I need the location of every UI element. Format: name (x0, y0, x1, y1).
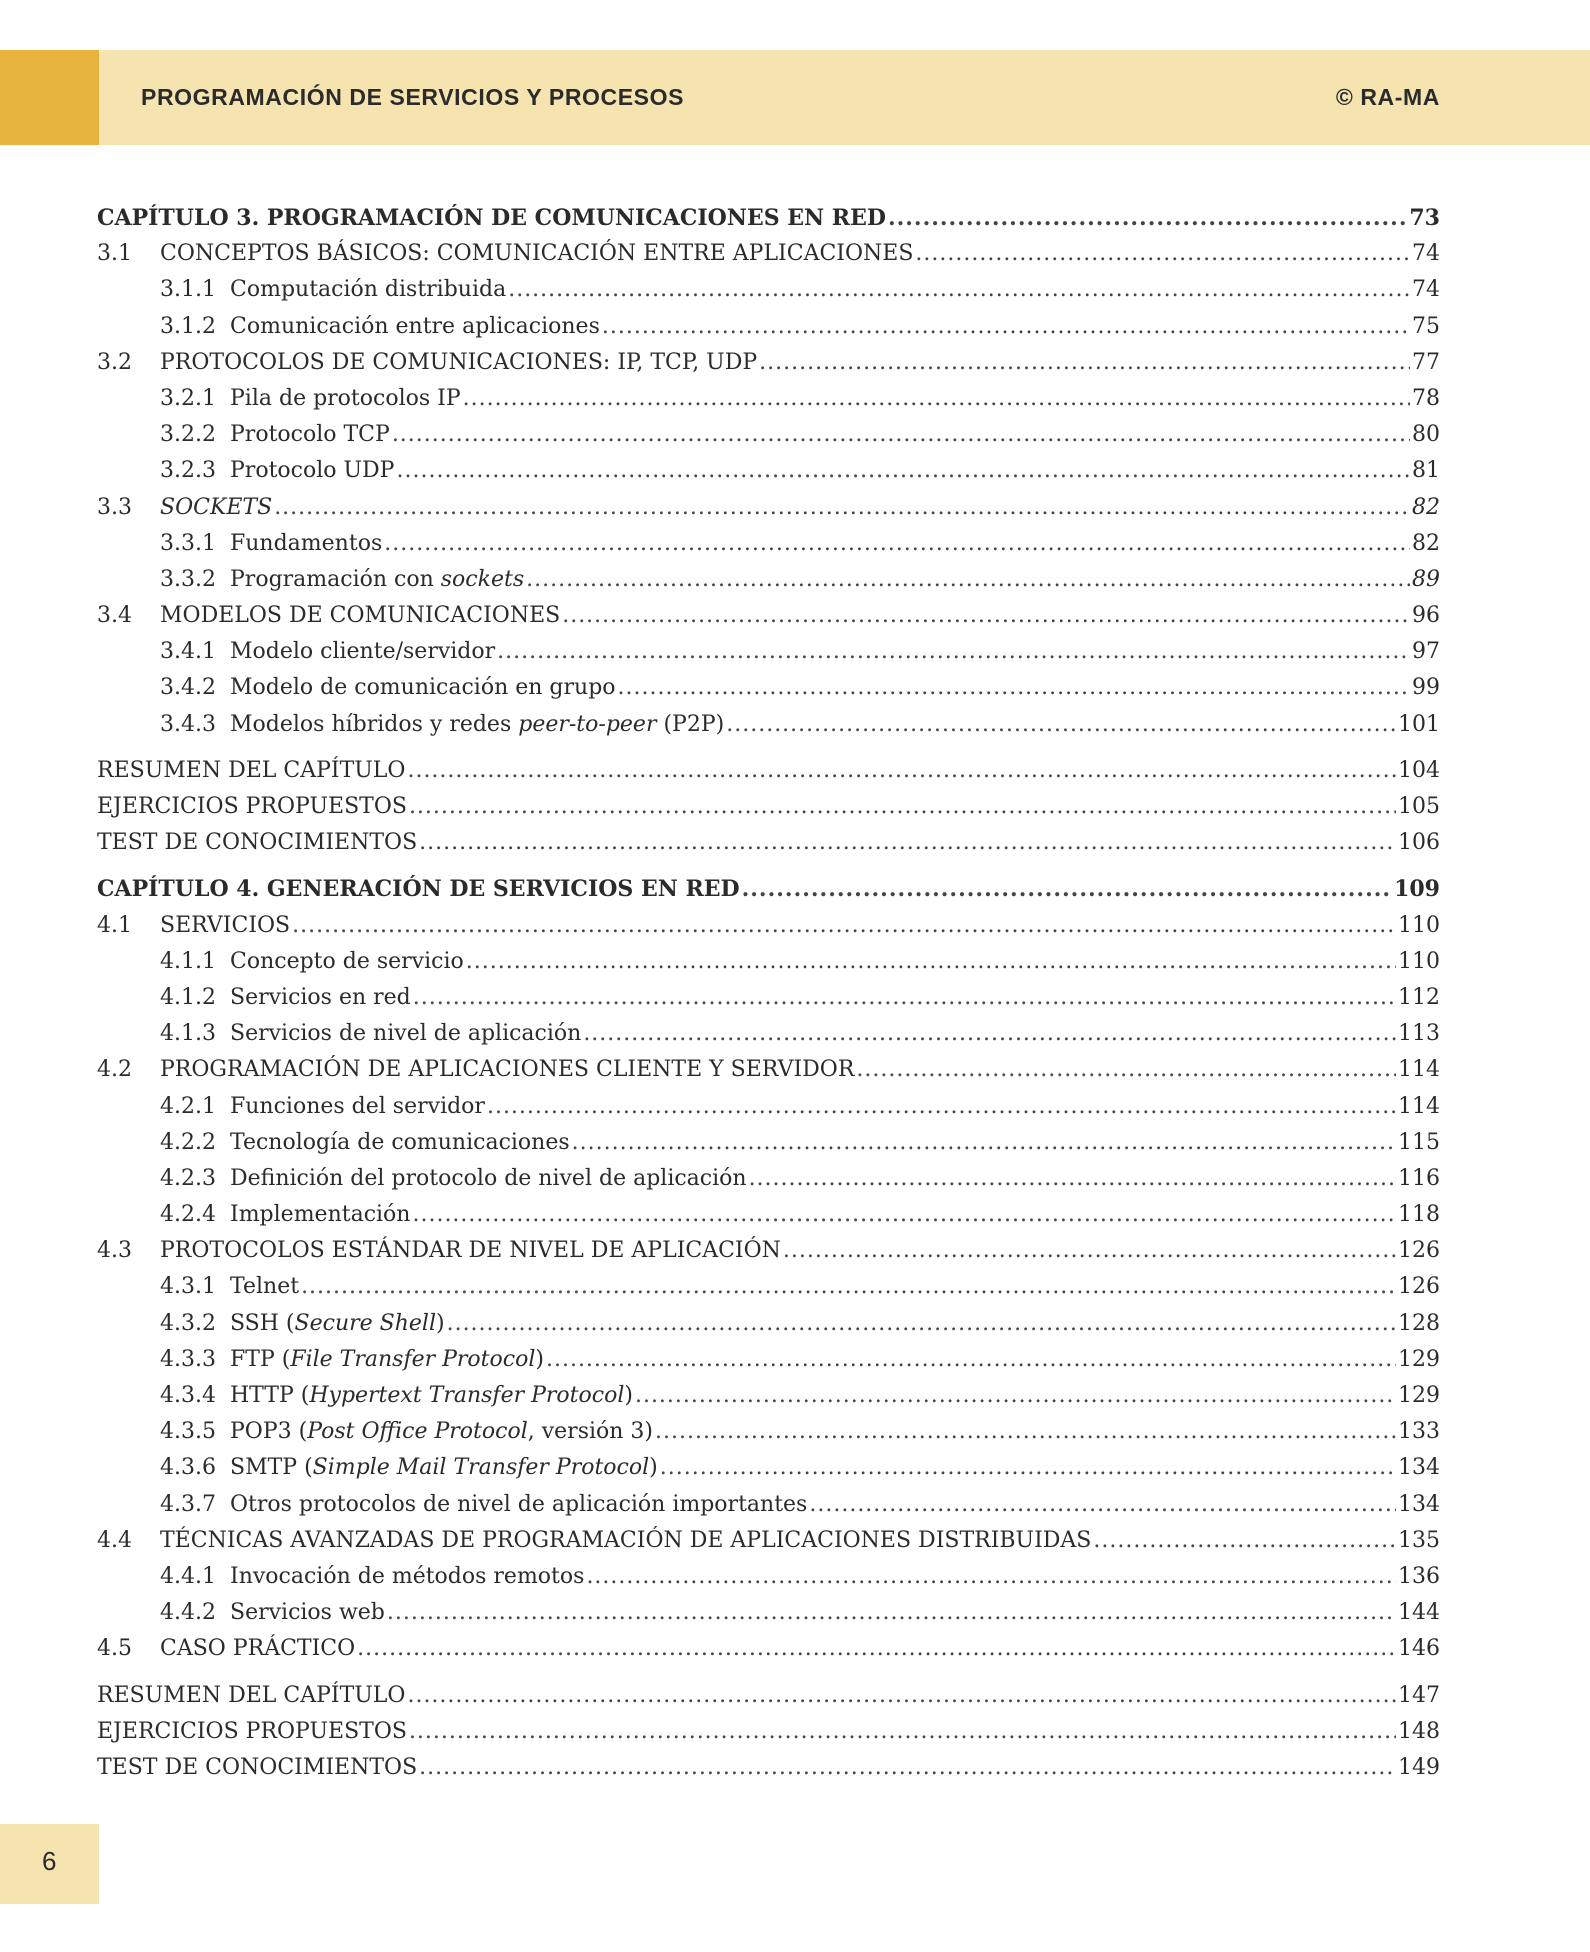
toc-entry-title: CASO PRÁCTICO (160, 1636, 356, 1662)
toc-entry-title: Servicios de nivel de aplicación (230, 1021, 582, 1047)
toc-entry-page: 116 (1398, 1165, 1440, 1191)
toc-entry (97, 309, 1440, 345)
toc-entry-page: 113 (1398, 1021, 1440, 1047)
toc-entry (97, 944, 1440, 980)
header-accent-tab (0, 50, 99, 145)
toc-entry-page: 112 (1398, 984, 1440, 1010)
toc-entry-number: 4.2.1 (160, 1093, 216, 1119)
toc-entry-title: EJERCICIOS PROPUESTOS (97, 1718, 407, 1744)
toc-entry (97, 789, 1440, 825)
toc-entry-title: Funciones del servidor (230, 1093, 485, 1119)
toc-entry-title: CAPÍTULO 3. PROGRAMACIÓN DE COMUNICACIONES EN RED (97, 205, 886, 231)
toc-dot-leader (915, 236, 1410, 272)
toc-entry-title: Invocación de métodos remotos (230, 1563, 585, 1589)
toc-entry-page: 114 (1398, 1093, 1440, 1119)
toc-entry-title: RESUMEN DEL CAPÍTULO (97, 1682, 406, 1708)
toc-entry-title: Telnet (230, 1274, 300, 1300)
toc-entry (97, 1631, 1440, 1667)
toc-entry-title: Protocolo UDP (230, 458, 395, 484)
toc-dot-leader (412, 1197, 1396, 1233)
toc-entry-page: 134 (1398, 1455, 1440, 1481)
toc-entry-page: 128 (1398, 1310, 1440, 1336)
toc-dot-leader (562, 598, 1410, 634)
toc-entry-page: 146 (1398, 1636, 1440, 1662)
toc-entry (97, 1016, 1440, 1052)
toc-entry-number: 3.4.3 (160, 711, 216, 737)
toc-entry (97, 1197, 1440, 1233)
toc-entry-title: TEST DE CONOCIMIENTOS (97, 1754, 418, 1780)
toc-dot-leader (655, 1414, 1396, 1450)
toc-entry (97, 490, 1440, 526)
toc-entry (97, 345, 1440, 381)
toc-entry-title: Pila de protocolos IP (230, 385, 461, 411)
toc-chapter-entry (97, 200, 1440, 236)
toc-entry (97, 1233, 1440, 1269)
toc-entry (97, 908, 1440, 944)
toc-entry (97, 272, 1440, 308)
toc-entry (97, 634, 1440, 670)
toc-chapter-entry (97, 871, 1440, 907)
toc-entry-title: Protocolo TCP (230, 422, 390, 448)
toc-entry-page: 82 (1412, 530, 1440, 556)
toc-entry (97, 670, 1440, 706)
toc-entry (97, 1342, 1440, 1378)
toc-entry-title: Definición del protocolo de nivel de aplicación (230, 1165, 747, 1191)
toc-entry-title: Concepto de servicio (230, 948, 464, 974)
toc-entry-page: 126 (1398, 1274, 1440, 1300)
toc-entry-title: PROTOCOLOS DE COMUNICACIONES: IP, TCP, UDP (160, 349, 758, 375)
toc-entry-title: Comunicación entre aplicaciones (230, 313, 600, 339)
toc-entry-number: 4.1.2 (160, 984, 216, 1010)
toc-dot-leader (618, 670, 1410, 706)
toc-entry-number: 3.2.2 (160, 422, 216, 448)
toc-entry-number: 4.4 (97, 1527, 132, 1553)
toc-entry-title: Servicios en red (230, 984, 411, 1010)
toc-entry (97, 526, 1440, 562)
toc-dot-leader (419, 1750, 1396, 1786)
toc-entry-page: 97 (1412, 639, 1440, 665)
toc-entry (97, 417, 1440, 453)
toc-entry-title: Modelos híbridos y redes peer-to-peer (P2P) (230, 711, 725, 737)
toc-entry-title: CONCEPTOS BÁSICOS: COMUNICACIÓN ENTRE APLICACIONES (160, 241, 914, 267)
toc-entry (97, 1750, 1440, 1786)
toc-entry-title: Programación con sockets (230, 566, 525, 592)
toc-entry-title: SOCKETS (160, 494, 273, 520)
toc-entry-page: 135 (1398, 1527, 1440, 1553)
toc-entry (97, 1125, 1440, 1161)
toc-entry-number: 3.4 (97, 603, 132, 629)
toc-entry-page: 89 (1412, 566, 1440, 592)
toc-entry (97, 562, 1440, 598)
toc-entry-number: 3.2.1 (160, 385, 216, 411)
toc-entry-number: 4.1.3 (160, 1021, 216, 1047)
toc-entry-page: 75 (1412, 313, 1440, 339)
toc-dot-leader (407, 1678, 1396, 1714)
toc-dot-leader (447, 1306, 1396, 1342)
toc-entry-number: 3.1 (97, 241, 132, 267)
toc-dot-leader (392, 417, 1410, 453)
toc-entry-page: 106 (1398, 830, 1440, 856)
toc-dot-leader (749, 1161, 1396, 1197)
toc-dot-leader (508, 272, 1410, 308)
toc-dot-leader (274, 490, 1410, 526)
toc-dot-leader (407, 753, 1396, 789)
toc-entry (97, 1306, 1440, 1342)
toc-dot-leader (357, 1631, 1396, 1667)
toc-dot-leader (384, 526, 1410, 562)
toc-entry-title: PROGRAMACIÓN DE APLICACIONES CLIENTE Y SERVIDOR (160, 1057, 855, 1083)
toc-dot-leader (463, 381, 1410, 417)
toc-dot-leader (809, 1487, 1396, 1523)
toc-dot-leader (586, 1559, 1396, 1595)
toc-dot-leader (409, 1714, 1396, 1750)
toc-entry-number: 3.1.1 (160, 277, 216, 303)
toc-dot-leader (602, 309, 1410, 345)
toc-entry (97, 236, 1440, 272)
toc-entry-page: 149 (1398, 1754, 1440, 1780)
toc-entry-page: 110 (1398, 948, 1440, 974)
toc-dot-leader (583, 1016, 1396, 1052)
toc-entry (97, 1052, 1440, 1088)
toc-entry-page: 109 (1394, 876, 1440, 903)
toc-entry-page: 73 (1409, 205, 1440, 231)
toc-entry-page: 110 (1398, 912, 1440, 938)
toc-entry-title: Fundamentos (230, 530, 383, 556)
toc-entry-number: 3.4.2 (160, 675, 216, 701)
toc-entry-page: 105 (1398, 794, 1440, 819)
toc-entry-page: 82 (1412, 494, 1440, 520)
toc-entry-page: 129 (1398, 1383, 1440, 1408)
toc-entry-number: 4.2.3 (160, 1165, 216, 1191)
toc-dot-leader (660, 1450, 1396, 1486)
toc-dot-leader (396, 453, 1410, 489)
toc-entry-number: 4.3.2 (160, 1310, 216, 1336)
toc-entry-number: 4.3.3 (160, 1346, 216, 1372)
toc-entry (97, 1414, 1440, 1450)
toc-entry-number: 4.3.4 (160, 1383, 216, 1408)
toc-entry-page: 144 (1398, 1600, 1440, 1626)
toc-entry (97, 1450, 1440, 1486)
toc-dot-leader (572, 1125, 1396, 1161)
toc-dot-leader (783, 1233, 1396, 1269)
toc-entry-title: SSH (Secure Shell) (230, 1310, 445, 1336)
toc-entry-title: FTP (File Transfer Protocol) (230, 1346, 544, 1372)
toc-dot-leader (1093, 1523, 1396, 1559)
toc-entry (97, 1487, 1440, 1523)
toc-dot-leader (526, 562, 1410, 598)
toc-entry-page: 99 (1412, 675, 1440, 701)
toc-dot-leader (888, 200, 1407, 236)
running-header-publisher: © RA-MA (1335, 84, 1440, 110)
toc-entry-page: 80 (1412, 422, 1440, 448)
toc-entry-page: 147 (1398, 1682, 1440, 1708)
running-header-title: PROGRAMACIÓN DE SERVICIOS Y PROCESOS (141, 84, 685, 110)
toc-entry-page: 129 (1398, 1346, 1440, 1372)
toc-entry-number: 3.3.1 (160, 530, 216, 556)
toc-entry-number: 3.4.1 (160, 639, 216, 665)
toc-entry (97, 1523, 1440, 1559)
toc-entry-title: Implementación (230, 1202, 411, 1228)
toc-entry (97, 707, 1440, 743)
toc-dot-leader (292, 908, 1396, 944)
toc-entry-number: 3.1.2 (160, 313, 216, 339)
toc-entry-title: TEST DE CONOCIMIENTOS (97, 830, 418, 856)
toc-entry (97, 1269, 1440, 1305)
toc-entry (97, 753, 1440, 789)
toc-entry-title: SERVICIOS (160, 912, 291, 938)
toc-dot-leader (497, 634, 1410, 670)
toc-dot-leader (546, 1342, 1396, 1378)
toc-dot-leader (759, 345, 1410, 381)
toc-entry-number: 4.2 (97, 1057, 132, 1083)
toc-entry-page: 81 (1412, 458, 1440, 484)
toc-entry-page: 133 (1398, 1419, 1440, 1445)
toc-dot-leader (856, 1052, 1396, 1088)
toc-entry (97, 598, 1440, 634)
toc-entry-number: 4.3.1 (160, 1274, 216, 1300)
toc-entry (97, 1559, 1440, 1595)
toc-entry (97, 825, 1440, 861)
toc-entry-title: Otros protocolos de nivel de aplicación importantes (230, 1491, 808, 1517)
toc-entry-title: HTTP (Hypertext Transfer Protocol) (230, 1383, 633, 1408)
toc-entry (97, 1089, 1440, 1125)
toc-entry (97, 1714, 1440, 1750)
toc-entry-page: 101 (1398, 711, 1440, 737)
toc-entry-page: 134 (1398, 1491, 1440, 1517)
toc-entry (97, 1161, 1440, 1197)
toc-dot-leader (487, 1089, 1396, 1125)
toc-dot-leader (635, 1378, 1396, 1414)
toc-entry-title: Modelo de comunicación en grupo (230, 675, 616, 701)
toc-entry-number: 4.3 (97, 1238, 132, 1264)
toc-entry-page: 78 (1412, 385, 1440, 411)
toc-dot-leader (387, 1595, 1396, 1631)
toc-entry-number: 4.3.6 (160, 1455, 216, 1481)
toc-entry-title: Modelo cliente/servidor (230, 639, 496, 665)
toc-dot-leader (413, 980, 1396, 1016)
toc-entry (97, 453, 1440, 489)
toc-entry-number: 4.1.1 (160, 948, 216, 974)
toc-entry-page: 77 (1412, 349, 1440, 375)
toc-entry-number: 3.2.3 (160, 458, 216, 484)
toc-entry (97, 1378, 1440, 1414)
toc-entry-page: 136 (1398, 1563, 1440, 1589)
toc-dot-leader (409, 789, 1396, 825)
toc-entry-title: Servicios web (230, 1600, 385, 1626)
toc-entry (97, 980, 1440, 1016)
toc-entry-title: EJERCICIOS PROPUESTOS (97, 794, 407, 819)
toc-entry-title: POP3 (Post Office Protocol, versión 3) (230, 1419, 654, 1445)
toc-entry-number: 4.3.7 (160, 1491, 216, 1517)
toc-entry-title: Tecnología de comunicaciones (230, 1129, 570, 1155)
toc-entry-number: 3.2 (97, 349, 132, 375)
toc-dot-leader (742, 871, 1392, 907)
toc-entry-page: 115 (1398, 1129, 1440, 1155)
toc-entry-title: Computación distribuida (230, 277, 507, 303)
toc-entry-page: 74 (1412, 241, 1440, 267)
toc-entry-title: PROTOCOLOS ESTÁNDAR DE NIVEL DE APLICACIÓN (160, 1238, 781, 1264)
toc-entry (97, 381, 1440, 417)
toc-dot-leader (466, 944, 1396, 980)
table-of-contents (97, 200, 1440, 1786)
toc-entry-page: 148 (1398, 1718, 1440, 1744)
toc-dot-leader (419, 825, 1396, 861)
toc-entry-number: 4.4.2 (160, 1600, 216, 1626)
toc-entry-page: 114 (1398, 1057, 1440, 1083)
toc-entry-page: 126 (1398, 1238, 1440, 1264)
toc-entry-number: 3.3 (97, 494, 132, 520)
toc-entry-title: TÉCNICAS AVANZADAS DE PROGRAMACIÓN DE APLICACIONES DISTRIBUIDAS (160, 1527, 1092, 1553)
page-number: 6 (42, 1846, 57, 1876)
toc-entry-number: 4.4.1 (160, 1563, 216, 1589)
toc-entry-title: MODELOS DE COMUNICACIONES (160, 603, 561, 629)
toc-entry-page: 104 (1398, 757, 1440, 783)
toc-entry-page: 96 (1412, 603, 1440, 629)
toc-entry (97, 1678, 1440, 1714)
toc-entry-page: 74 (1412, 277, 1440, 303)
toc-entry (97, 1595, 1440, 1631)
toc-entry-number: 4.2.2 (160, 1129, 216, 1155)
toc-entry-number: 4.2.4 (160, 1202, 216, 1228)
toc-entry-title: CAPÍTULO 4. GENERACIÓN DE SERVICIOS EN RED (97, 876, 740, 903)
toc-entry-number: 4.1 (97, 912, 132, 938)
toc-entry-number: 4.3.5 (160, 1419, 216, 1445)
toc-dot-leader (301, 1269, 1396, 1305)
toc-entry-number: 4.5 (97, 1636, 132, 1662)
toc-entry-page: 118 (1398, 1202, 1440, 1228)
toc-entry-title: RESUMEN DEL CAPÍTULO (97, 757, 406, 783)
toc-entry-number: 3.3.2 (160, 566, 216, 592)
toc-entry-title: SMTP (Simple Mail Transfer Protocol) (230, 1455, 658, 1481)
toc-dot-leader (726, 707, 1396, 743)
